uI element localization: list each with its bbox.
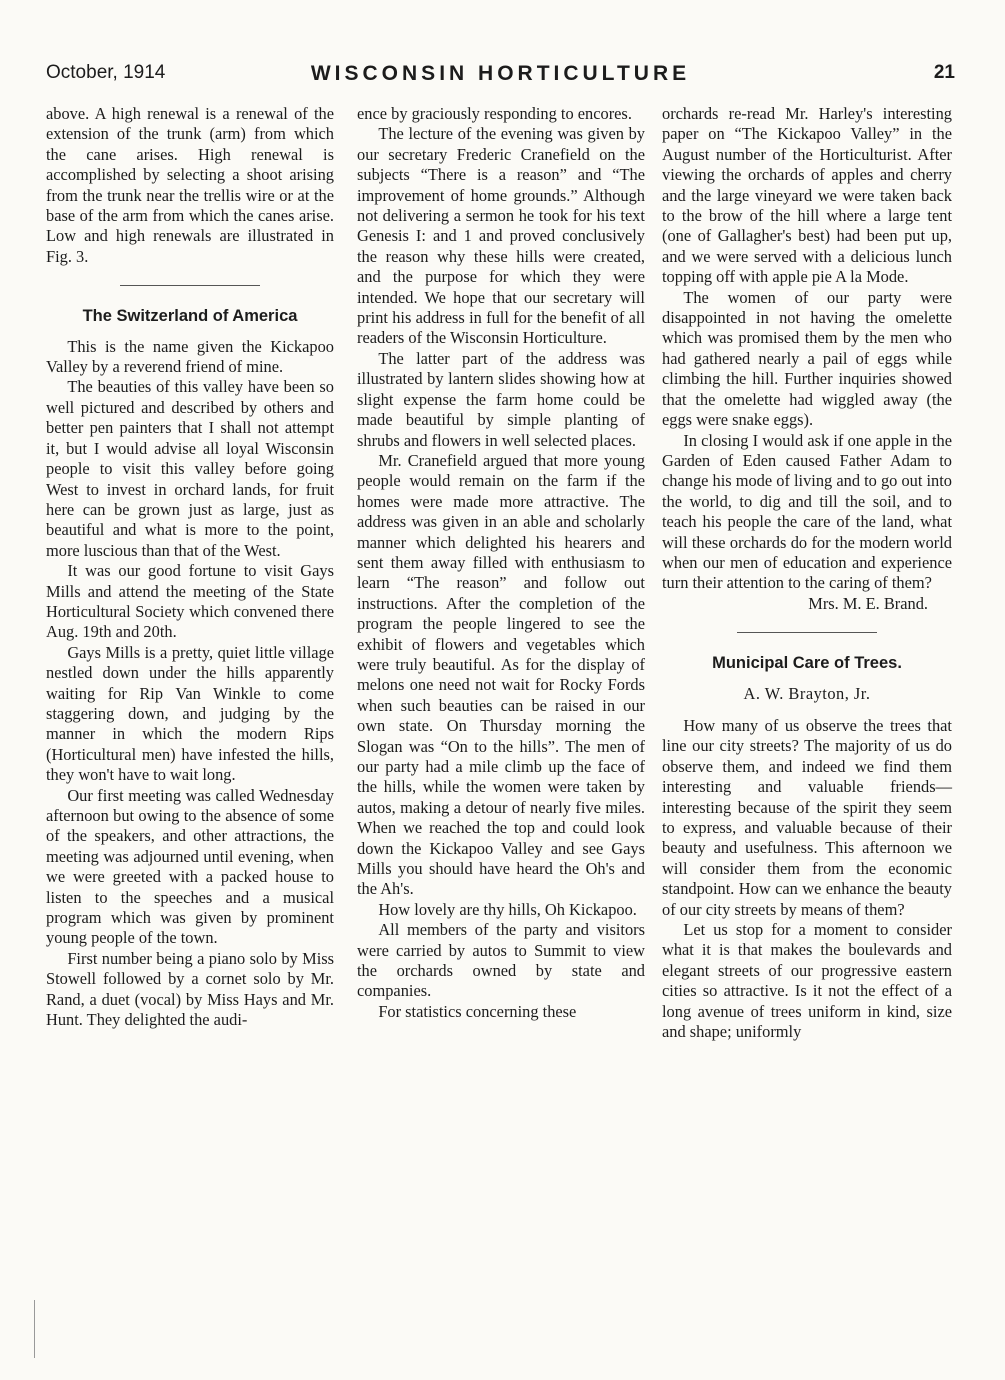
- column-middle: [357, 104, 645, 1022]
- paragraph: How lovely are thy hills, Oh Kickapoo.: [378, 899, 637, 919]
- article-heading: Municipal Care of Trees.: [712, 654, 902, 673]
- article-heading: The Switzerland of America: [82, 307, 298, 326]
- paragraph: The lecture of the evening was given by our secretary Frederic Cranefield on the subjects “There is a reason” and “The improvement of home grounds.” Although not delivering a sermon he took for his text Genesis I: and 1 and proved conclusively the reason why these hills were created, and the purpose for which they were intended. We hope that our secretary will print his address in full for the benefit of all readers of the Wisconsin Horticulture.: [357, 124, 645, 348]
- paragraph: The latter part of the address was illustrated by lantern slides showing how at slight expense the farm home could be made beautiful by simple planting of shrubs and flowers in well selected places.: [357, 348, 645, 450]
- article-byline: A. W. Brayton, Jr.: [743, 683, 871, 703]
- paragraph: Our first meeting was called Wednesday afternoon but owing to the absence of some of the speakers, and other attractions, the meeting was adjourned until evening, when we were greeted with a packed house to listen to the speeches and a musical program which was given by prominent young people of the town.: [46, 785, 334, 948]
- column-left: [46, 104, 334, 1030]
- paragraph: Let us stop for a moment to consider what it is that makes the boulevards and elegant streets of our progressive eastern cities so attractive. Is it not the effect of a long avenue of trees uniform in kind, size and shape; uniformly: [662, 920, 952, 1042]
- paragraph: It was our good fortune to visit Gays Mills and attend the meeting of the State Horticultural Society which convened there Aug. 19th and 20th.: [46, 561, 334, 642]
- paragraph: In closing I would ask if one apple in the Garden of Eden caused Father Adam to change his mode of living and to go out into the world, to dig and till the soil, and to teach his people the care of the land, what will these orchards do for the modern world when our men of education and experience turn their attention to the caring of them?: [662, 430, 952, 593]
- paragraph: The women of our party were disappointed in not having the omelette which was promised them by the men who had gathered nearly a pail of eggs while climbing the hill. Further inquiries showed that the omelette had wiggled away (the eggs were snake eggs).: [662, 287, 952, 430]
- column-right: [662, 104, 952, 1042]
- paragraph: This is the name given the Kickapoo Valley by a reverend friend of mine.: [46, 336, 334, 377]
- paragraph: The beauties of this valley have been so well pictured and described by others and better pen painters that I shall not attempt it, but I would advise all loyal Wisconsin people to visit this valley before going West to invest in orchard lands, for fruit here can be grown just as large, just as beautiful and what is more to the point, more luscious than that of the West.: [46, 377, 334, 560]
- paragraph: First number being a piano solo by Miss Stowell followed by a cornet solo by Mr. Rand, a duet (vocal) by Miss Hays and Mr. Hunt. They delighted the audi-: [46, 948, 334, 1030]
- journal-title: WISCONSIN HORTICULTURE: [310, 62, 691, 85]
- page-header: [46, 58, 955, 92]
- paragraph: All members of the party and visitors were carried by autos to Summit to view the orchards owned by state and companies.: [357, 920, 645, 1001]
- paragraph: ence by graciously responding to encores.: [357, 104, 632, 123]
- page-number: 21: [933, 62, 955, 83]
- paragraph: For statistics concerning these: [378, 1001, 577, 1021]
- paragraph: Gays Mills is a pretty, quiet little village nestled down under the hills apparently waiting for Rip Van Winkle to come staggering down, and judging by the manner in which the modern Rips (Horticultural men) have infested the hills, they won't have to wait long.: [46, 642, 334, 785]
- issue-date: October, 1914: [46, 62, 166, 83]
- margin-mark: [34, 1300, 35, 1358]
- section-divider: [737, 632, 877, 633]
- paragraph: orchards re-read Mr. Harley's interesting paper on “The Kickapoo Valley” in the August number of the Horticulturist. After viewing the orchards of apples and cherry and the large vineyard we were taken back to the brow of the hill where a large tent (one of Gallagher's best) had been put up, and we were served with a delicious lunch topping off with apple pie A la Mode.: [662, 104, 952, 287]
- paragraph: above. A high renewal is a renewal of the extension of the trunk (arm) from which the cane arises. High renewal is accomplished by selecting a shoot arising from the trunk near the trellis wire or at the base of the arm from which the canes arise. Low and high renewals are illustrated in Fig. 3.: [46, 104, 334, 266]
- author-signature: Mrs. M. E. Brand.: [808, 593, 928, 613]
- paragraph: How many of us observe the trees that line our city streets? The majority of us do observe them, and indeed we find them interesting and valuable friends—interesting because of the spirit they seem to express, and valuable because of their beauty and usefulness. This afternoon we will consider them from the economic standpoint. How can we enhance the beauty of our city streets by means of them?: [662, 715, 952, 919]
- paragraph: Mr. Cranefield argued that more young people would remain on the farm if the homes were made more attractive. The address was given in an able and scholarly manner which delighted his hearers and sent them away filled with enthusiasm to learn “The reason” and follow out instructions. After the completion of the program the people lingered to see the exhibit of flowers and vegetables which were truly beautiful. As for the display of melons one need not wait for Rocky Fords when such beauties can be raised in our own state. On Thursday morning the Slogan was “On to the hills”. The men of our party had a mile climb up the face of the hills, while the women were taken by autos, making a detour of nearly five miles. When we reached the top and could look down the Kickapoo Valley and see Gays Mills you should have heard the Oh's and the Ah's.: [357, 450, 645, 899]
- section-divider: [120, 285, 260, 286]
